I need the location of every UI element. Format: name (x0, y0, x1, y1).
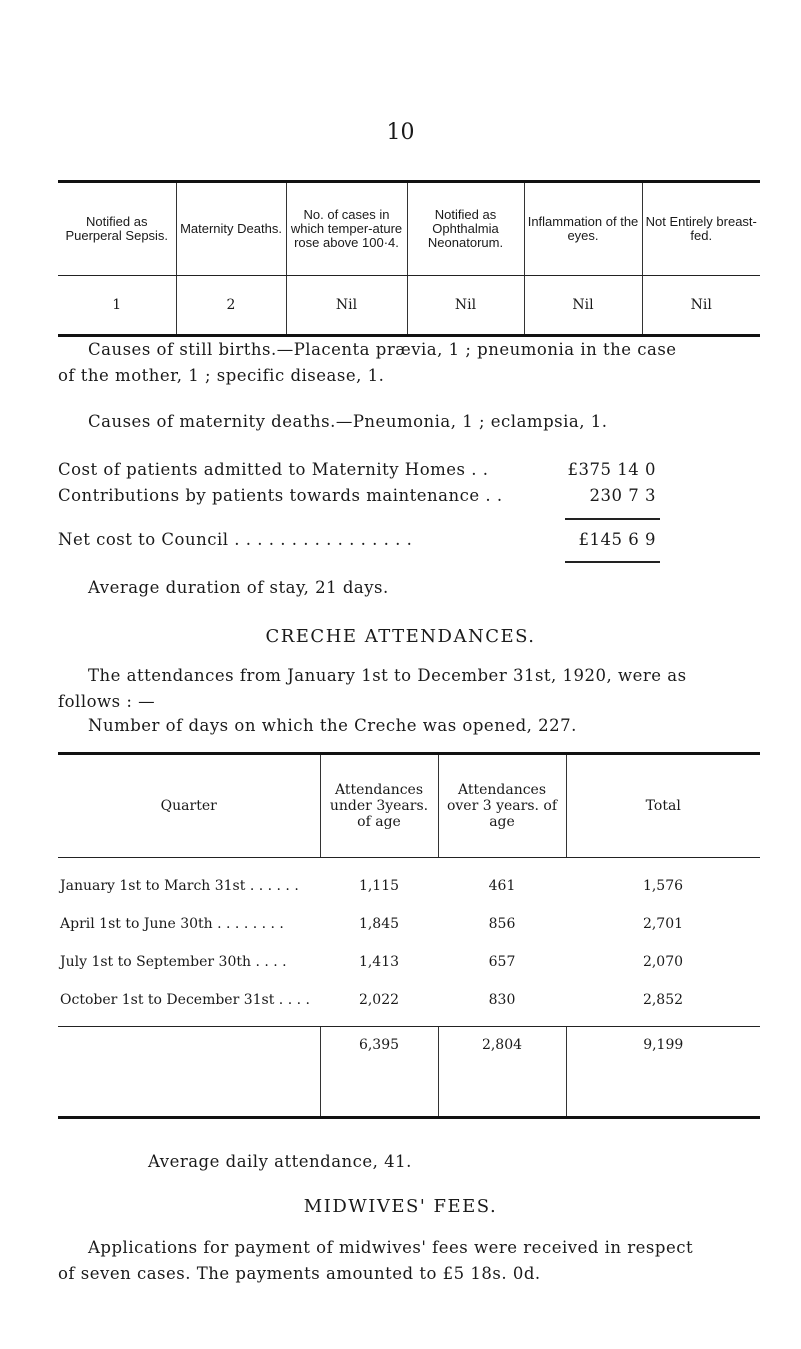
value-eye-inflammation: Nil (524, 276, 642, 336)
value-temperature-cases: Nil (286, 276, 407, 336)
over-3-value: 657 (488, 954, 516, 970)
header-over-3: Attendances over 3 years. of age (438, 754, 566, 858)
header-quarter: Quarter (58, 754, 320, 858)
total-value: 2,070 (642, 954, 684, 970)
contributions-label: Contributions by patients towards maintenance . . (58, 486, 503, 505)
value-maternity-deaths: 2 (176, 276, 286, 336)
quarter-label: April 1st to June 30th . . . . . . . . (60, 916, 284, 932)
table-row (58, 905, 760, 943)
totals-under-3: 6,395 (320, 1027, 438, 1118)
total-value: 2,701 (642, 916, 684, 932)
creche-heading: CRECHE ATTENDANCES. (265, 626, 536, 647)
header-under-3: Attendances under 3years. of age (320, 754, 438, 858)
header-ophthalmia: Notified as Ophthalmia Neonatorum. (407, 182, 524, 276)
header-eye-inflammation: Inflammation of the eyes. (524, 182, 642, 276)
table-row (58, 858, 760, 906)
quarter-label: October 1st to December 31st . . . . (60, 992, 310, 1008)
creche-intro-line-1: The attendances from January 1st to December 31st, 1920, were as (88, 666, 687, 685)
creche-attendance-table (58, 752, 760, 1119)
value-ophthalmia: Nil (407, 276, 524, 336)
contributions-amount: 230 7 3 (589, 486, 656, 505)
midwives-line-1: Applications for payment of midwives' fees were received in respect (88, 1238, 694, 1257)
total-rule (565, 561, 660, 563)
over-3-value: 830 (488, 992, 516, 1008)
value-puerperal-sepsis: 1 (112, 297, 122, 313)
table-row (58, 981, 760, 1027)
maternity-deaths-causes: Causes of maternity deaths.—Pneumonia, 1 ; eclampsia, 1. (88, 412, 608, 431)
net-cost-label: Net cost to Council . . . . . . . . . . . . . . . . (58, 530, 413, 549)
creche-intro-line-2: follows : — (58, 692, 156, 711)
total-value: 1,576 (642, 878, 684, 894)
creche-days-open: Number of days on which the Creche was opened, 227. (88, 716, 577, 735)
header-temperature-cases: No. of cases in which temper-ature rose above 100·4. (286, 182, 407, 276)
total-value: 2,852 (642, 992, 684, 1008)
header-maternity-deaths: Maternity Deaths. (176, 182, 286, 276)
totals-over-3: 2,804 (438, 1027, 566, 1118)
midwives-line-2: of seven cases. The payments amounted to £5 18s. 0d. (58, 1264, 541, 1283)
over-3-value: 856 (488, 916, 516, 932)
over-3-value: 461 (488, 878, 516, 894)
average-stay: Average duration of stay, 21 days. (88, 578, 389, 597)
midwives-heading: MIDWIVES' FEES. (303, 1196, 498, 1217)
cost-admitted-amount: £375 14 0 (567, 460, 656, 479)
under-3-value: 1,115 (358, 878, 400, 894)
under-3-value: 1,845 (358, 916, 400, 932)
quarter-label: January 1st to March 31st . . . . . . (60, 878, 299, 894)
totals-blank (58, 1027, 320, 1118)
under-3-value: 2,022 (358, 992, 400, 1008)
header-puerperal-sepsis: Notified as Puerperal Sepsis. (58, 182, 176, 276)
net-cost-amount: £145 6 9 (578, 530, 656, 549)
header-total: Total (566, 754, 760, 858)
header-breast-fed: Not Entirely breast-fed. (642, 182, 760, 276)
still-births-line-1: Causes of still births.—Placenta prævia, 1 ; pneumonia in the case (88, 340, 677, 359)
cost-admitted-label: Cost of patients admitted to Maternity Homes . . (58, 460, 489, 479)
value-breast-fed: Nil (642, 276, 760, 336)
page-number: 10 (386, 120, 415, 145)
quarter-label: July 1st to September 30th . . . . (60, 954, 287, 970)
totals-total: 9,199 (566, 1027, 760, 1118)
under-3-value: 1,413 (358, 954, 400, 970)
notifications-table (58, 180, 760, 337)
still-births-line-2: of the mother, 1 ; specific disease, 1. (58, 366, 385, 385)
table-row (58, 943, 760, 981)
subtotal-rule (565, 518, 660, 520)
average-daily-attendance: Average daily attendance, 41. (148, 1152, 412, 1171)
totals-row (58, 1027, 760, 1118)
